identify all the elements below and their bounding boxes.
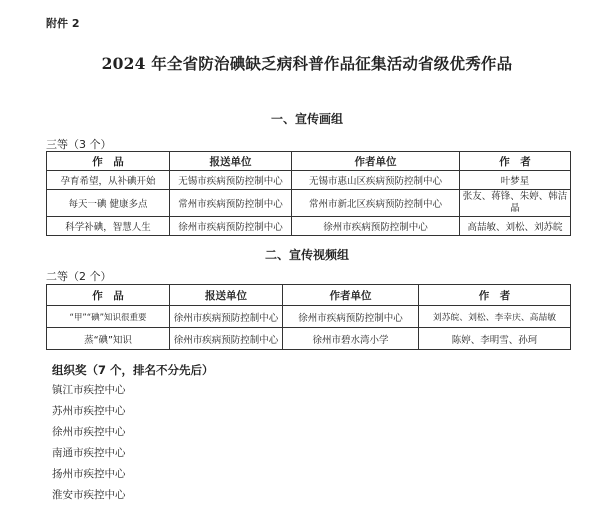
video-award-label: 二等（2 个）: [46, 270, 112, 283]
header-submitting-unit: 报送单位: [170, 285, 283, 306]
list-item: 苏州市疾控中心: [52, 405, 126, 417]
cell-author-unit: 徐州市疾病预防控制中心: [283, 306, 419, 328]
table-row: [47, 217, 571, 236]
cell-author: 叶梦星: [460, 171, 571, 190]
section-video-title: 二、宣传视频组: [264, 248, 349, 262]
table-header-row: [47, 285, 571, 306]
cell-submitting-unit: 徐州市疾病预防控制中心: [170, 328, 283, 350]
table-row: [47, 328, 571, 350]
cell-author-unit: 徐州市碧水湾小学: [283, 328, 419, 350]
table-row: [47, 190, 571, 217]
list-item: 淮安市疾控中心: [52, 489, 126, 501]
list-item: 扬州市疾控中心: [52, 468, 126, 480]
header-work: 作 品: [47, 152, 170, 171]
cell-author-unit: 无锡市惠山区疾病预防控制中心: [292, 171, 460, 190]
poster-award-table: [46, 151, 571, 236]
table-row: [47, 171, 571, 190]
organization-award-list: [52, 380, 126, 506]
cell-work: 每天一碘 健康多点: [47, 190, 170, 217]
header-author-unit: 作者单位: [283, 285, 419, 306]
cell-author: 高喆敏、刘松、刘苏皖: [460, 217, 571, 236]
attachment-label: 附件 2: [46, 17, 80, 30]
cell-work: 科学补碘，智慧人生: [47, 217, 170, 236]
cell-work: 蒸“碘”知识: [47, 328, 170, 350]
header-submitting-unit: 报送单位: [170, 152, 292, 171]
list-item: 南通市疾控中心: [52, 447, 126, 459]
table-header-row: [47, 152, 571, 171]
cell-submitting-unit: 常州市疾病预防控制中心: [170, 190, 292, 217]
document-title: 2024 年全省防治碘缺乏病科普作品征集活动省级优秀作品: [101, 54, 513, 73]
list-item: 镇江市疾控中心: [52, 384, 126, 396]
table-row: [47, 306, 571, 328]
cell-work: 孕育希望，从补碘开始: [47, 171, 170, 190]
organization-award-title: 组织奖（7 个，排名不分先后）: [52, 363, 214, 377]
cell-submitting-unit: 徐州市疾病预防控制中心: [170, 217, 292, 236]
header-author: 作 者: [419, 285, 571, 306]
header-author: 作 者: [460, 152, 571, 171]
video-award-table: [46, 284, 571, 350]
cell-submitting-unit: 徐州市疾病预防控制中心: [170, 306, 283, 328]
section-poster-title: 一、宣传画组: [270, 112, 343, 126]
cell-author-unit: 常州市新北区疾病预防控制中心: [292, 190, 460, 217]
cell-work: “甲”“碘”知识很重要: [47, 306, 170, 328]
cell-author: 陈婷、李明雪、孙珂: [419, 328, 571, 350]
cell-submitting-unit: 无锡市疾病预防控制中心: [170, 171, 292, 190]
cell-author-unit: 徐州市疾病预防控制中心: [292, 217, 460, 236]
list-item: 徐州市疾控中心: [52, 426, 126, 438]
cell-author: 张友、蒋锋、朱婷、韩洁晶: [460, 190, 571, 217]
header-work: 作 品: [47, 285, 170, 306]
cell-author: 刘苏皖、刘松、李幸庆、高喆敏: [419, 306, 571, 328]
header-author-unit: 作者单位: [292, 152, 460, 171]
poster-award-label: 三等（3 个）: [46, 138, 112, 151]
